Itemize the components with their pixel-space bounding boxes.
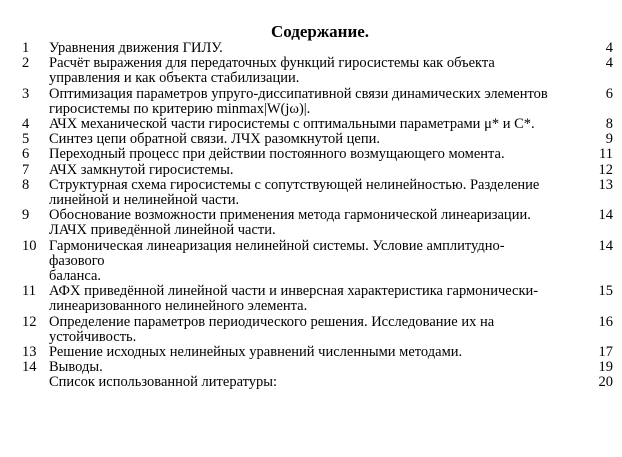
toc-entry-number: 6 xyxy=(22,146,30,163)
toc-entry-title: Выводы. xyxy=(49,359,103,376)
toc-entry-page: 8 xyxy=(605,116,613,133)
toc-entry-2 xyxy=(0,56,622,86)
toc-entry-page: 4 xyxy=(605,40,613,56)
toc-entry-page: 4 xyxy=(605,55,613,72)
toc-entry-title: АЧХ замкнутой гиросистемы. xyxy=(49,161,234,178)
toc-entry-13 xyxy=(0,345,622,360)
toc-entry-number: 1 xyxy=(22,40,30,56)
toc-entry-number: 13 xyxy=(22,344,37,361)
toc-entry-title: Переходный процесс при действии постоянного возмущающего момента. xyxy=(49,146,505,163)
toc-entry-5 xyxy=(0,132,622,147)
toc-entry-title: Определение параметров периодического решения. Исследование их на устойчивость. xyxy=(49,313,495,345)
toc-entry-number: 11 xyxy=(22,283,36,300)
toc-entry-12 xyxy=(0,315,622,345)
toc-entry-11 xyxy=(0,284,622,314)
toc-entry-number: 10 xyxy=(22,237,37,254)
toc-entry-page: 17 xyxy=(598,344,613,361)
toc-entry-number: 5 xyxy=(22,131,30,148)
toc-entry-title: Оптимизация параметров упруго-диссипативной связи динамических элементов гиросистемы по критерию minmax|W(jω)|. xyxy=(49,85,548,117)
toc-entry-page: 13 xyxy=(598,176,613,193)
toc-entry-8 xyxy=(0,178,622,208)
toc-entry-number: 8 xyxy=(22,176,30,193)
toc-entry-page: 15 xyxy=(598,283,613,300)
toc-entry-number: 2 xyxy=(22,55,30,72)
toc-entry-10 xyxy=(0,239,622,285)
toc-entry-7 xyxy=(0,163,622,178)
toc-entry-number: 9 xyxy=(22,207,30,224)
toc-entry-3 xyxy=(0,87,622,117)
toc-entry-number: 7 xyxy=(22,161,30,178)
toc-entry-title: Решение исходных нелинейных уравнений численными методами. xyxy=(49,344,463,361)
toc-entry-title: АЧХ механической части гиросистемы с оптимальными параметрами μ* и C*. xyxy=(49,116,535,133)
toc-entry-title: Список использованной литературы: xyxy=(49,374,278,391)
table-of-contents xyxy=(0,41,622,391)
toc-entry-title: АФХ приведённой линейной части и инверсная характеристика гармонически- линеаризованного нелинейного элемента. xyxy=(49,283,539,315)
toc-entry-title: Гармоническая линеаризация нелинейной системы. Условие амплитудно-фазового баланса. xyxy=(49,237,505,285)
toc-entry-page: 12 xyxy=(598,161,613,178)
toc-entry-page: 9 xyxy=(605,131,613,148)
toc-entry-1 xyxy=(0,41,622,56)
toc-entry-page: 6 xyxy=(605,85,613,102)
toc-entry-9 xyxy=(0,208,622,238)
toc-entry-14 xyxy=(0,360,622,375)
toc-entry-title: Синтез цепи обратной связи. ЛЧХ разомкнутой цепи. xyxy=(49,131,381,148)
toc-entry-6 xyxy=(0,147,622,162)
toc-entry-page: 19 xyxy=(598,359,613,376)
toc-entry-page: 11 xyxy=(599,146,613,163)
toc-entry-title: Расчёт выражения для передаточных функций гиросистемы как объекта управления и как объекта стабилизации. xyxy=(49,55,495,87)
toc-entry-4 xyxy=(0,117,622,132)
toc-entry-number: 4 xyxy=(22,116,30,133)
toc-entry-number: 14 xyxy=(22,359,37,376)
toc-entry-page: 20 xyxy=(598,374,613,391)
toc-entry-page: 14 xyxy=(598,207,613,224)
toc-entry-title: Уравнения движения ГИЛУ. xyxy=(49,40,223,56)
toc-entry-number: 3 xyxy=(22,85,30,102)
toc-entry-references xyxy=(0,375,622,390)
page-title: Содержание. xyxy=(270,22,370,41)
toc-entry-page: 14 xyxy=(598,237,613,254)
toc-entry-title: Обоснование возможности применения метода гармонической линеаризации. ЛАЧХ приведённой линейной части. xyxy=(49,207,531,239)
toc-entry-title: Структурная схема гиросистемы с сопутствующей нелинейностью. Разделение линейной и нелинейной части. xyxy=(49,176,540,209)
toc-entry-number: 12 xyxy=(22,313,37,330)
toc-entry-page: 16 xyxy=(598,313,613,330)
